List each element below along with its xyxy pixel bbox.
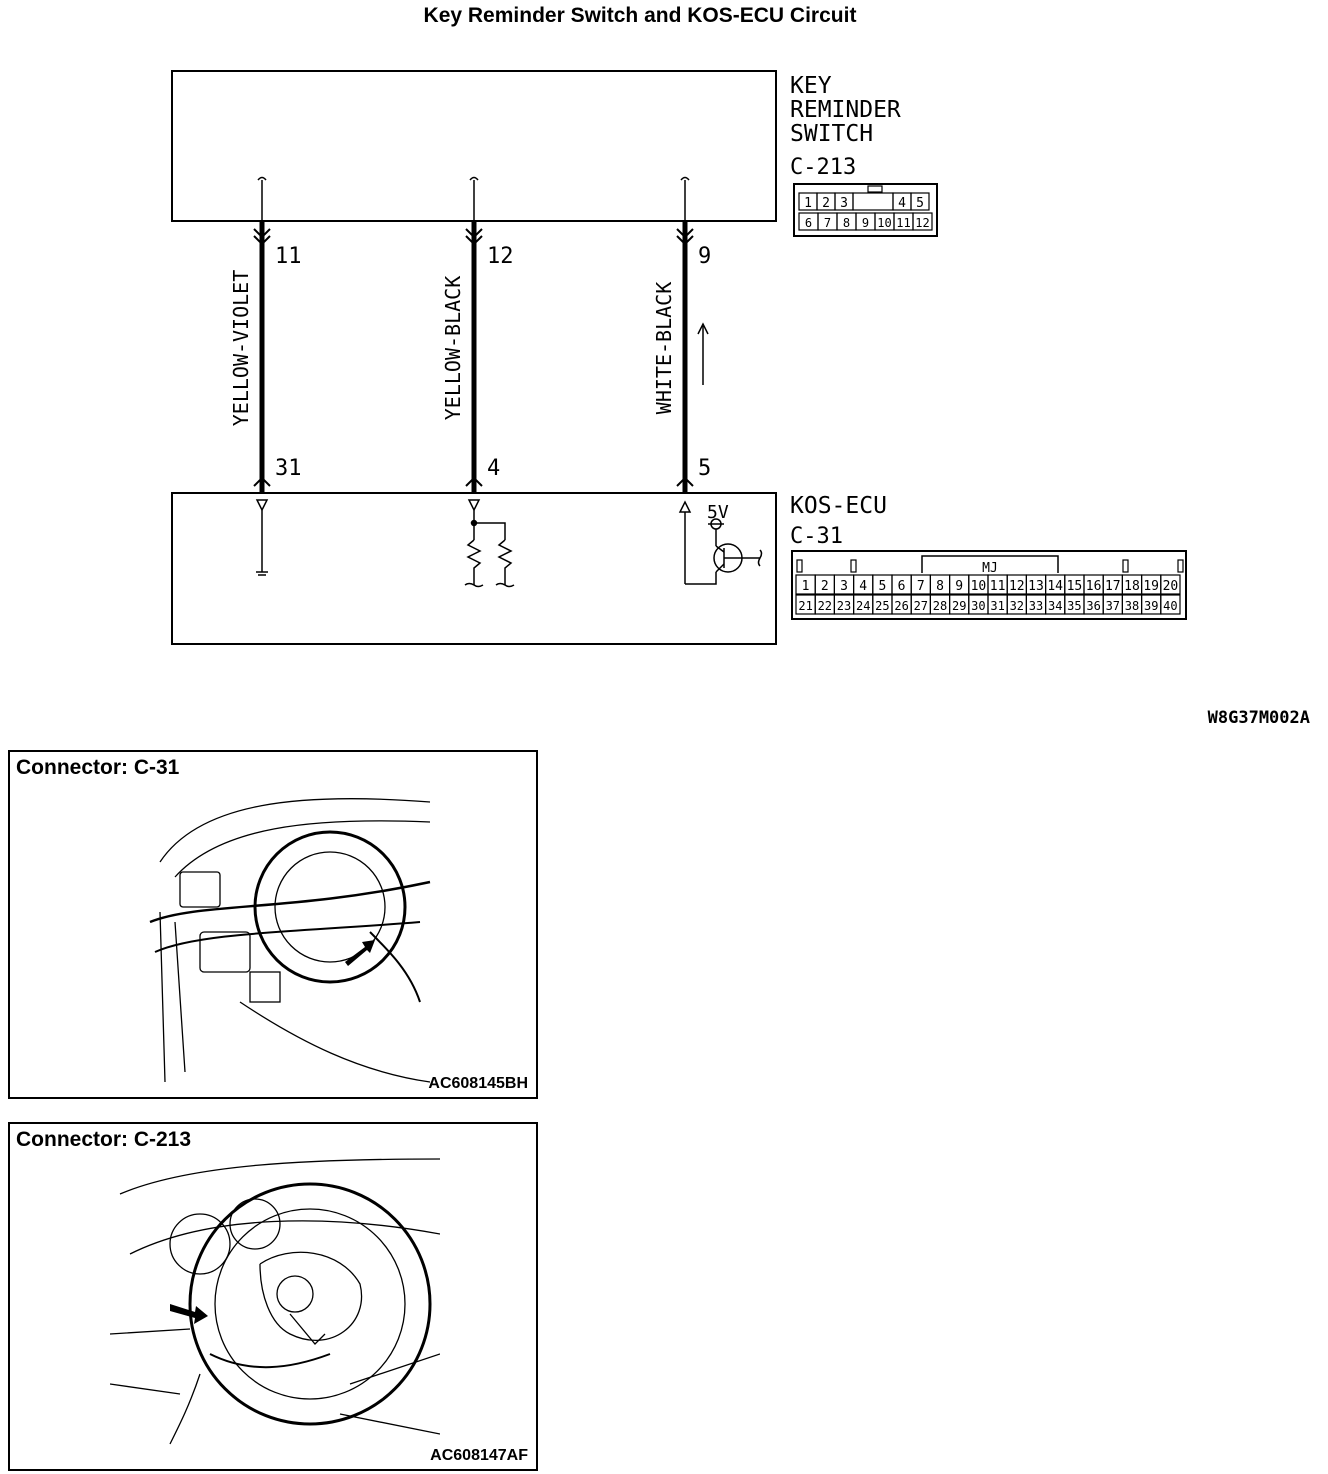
connector-pin-label: 34: [1047, 599, 1063, 613]
connector-pin-label: 21: [798, 599, 813, 613]
connector-pin-label: 5: [916, 196, 924, 211]
key-switch-name: [790, 73, 901, 147]
connector-pin-label: 15: [1066, 579, 1083, 594]
connector-pin-label: 10: [970, 579, 987, 594]
connector-pin-label: 25: [875, 599, 890, 613]
connector-pin-label: 7: [823, 216, 832, 230]
connector-pin-label: 36: [1086, 599, 1101, 613]
connector-pin-label: 19: [1143, 579, 1160, 594]
connector-pin-label: 11: [989, 579, 1006, 594]
connector-tab: [1123, 560, 1128, 572]
wire-white-black: [677, 178, 693, 494]
connector-pin-label: 3: [840, 579, 848, 594]
connector-pin-label: 28: [932, 599, 948, 613]
ecu-connector-id: C-31: [790, 524, 843, 549]
wire-color-label: WHITE-BLACK: [652, 281, 676, 415]
connector-pin-label: 4: [898, 196, 906, 211]
panel-code: AC608147AF: [430, 1447, 528, 1464]
wire-bottom-pin-number: 4: [487, 456, 501, 481]
connector-pin-label: 4: [859, 579, 868, 594]
connector-pin-label: 39: [1143, 599, 1159, 613]
connector-pin-label: 22: [817, 599, 833, 613]
connector-pin-label: 29: [951, 599, 967, 613]
connector-pin-label: 37: [1105, 599, 1121, 613]
connector-c213-face: [794, 184, 937, 236]
connector-pin-label: 2: [820, 579, 829, 594]
connector-pin-label: 9: [955, 579, 964, 594]
panel-title: Connector: C-213: [16, 1128, 192, 1151]
connector-pin-label: 13: [1028, 579, 1044, 594]
key-switch-name-line: KEY: [790, 73, 832, 99]
connector-pin-label: 40: [1163, 599, 1178, 613]
connector-pin-label: 3: [840, 196, 848, 211]
connector-pin-label: 10: [877, 216, 892, 230]
connector-pin-label: 2: [822, 196, 830, 211]
dashboard-illustration: [140, 782, 450, 1092]
wire-bottom-pin-number: 31: [275, 456, 302, 481]
connector-pin-label: 14: [1047, 579, 1064, 594]
connector-pin-label: 31: [990, 599, 1005, 613]
wire-top-pin-number: 11: [275, 244, 302, 269]
wire-top-pin-number: 9: [698, 244, 712, 269]
wire-top-pin-number: 12: [487, 244, 514, 269]
connector-pin-label: 7: [916, 579, 925, 594]
connector-tab: [851, 560, 856, 572]
connector-pin-label: 5: [878, 579, 887, 594]
connector-pin-label: 38: [1124, 599, 1140, 613]
connector-pin-label: 35: [1067, 599, 1082, 613]
diagram-title: Key Reminder Switch and KOS-ECU Circuit: [423, 4, 857, 27]
connector-c31-panel: [8, 750, 538, 1099]
supply-label: 5V: [707, 502, 729, 523]
connector-pin-label: 32: [1009, 599, 1025, 613]
panel-code: AC608145BH: [428, 1075, 528, 1092]
connector-pin-label: 1: [801, 579, 810, 594]
connector-pin-label: 8: [936, 579, 944, 594]
connector-pin-label: 12: [1008, 579, 1025, 594]
connector-pin-label: 1: [804, 196, 812, 211]
connector-c213-panel: [8, 1122, 538, 1471]
key-switch-name-line: SWITCH: [790, 121, 874, 147]
resistor-pair-symbol: [465, 500, 514, 587]
connector-key-label: MJ: [982, 561, 998, 576]
connector-pin-label: 30: [971, 599, 986, 613]
connector-pin-label: 33: [1028, 599, 1044, 613]
connector-pin-label: 20: [1162, 579, 1179, 594]
connector-pin-label: 12: [915, 216, 930, 230]
steering-column-illustration: [110, 1154, 440, 1464]
current-direction-arrow: [698, 324, 708, 385]
connector-pin-label: 18: [1124, 579, 1140, 594]
connector-pin-label: 8: [842, 216, 851, 230]
connector-latch: [868, 186, 882, 192]
connector-pin-label: 11: [896, 216, 911, 230]
location-arrow: [345, 940, 375, 966]
key-switch-connector-id: C-213: [790, 155, 857, 180]
connector-pin-label: 23: [836, 599, 852, 613]
wire-color-label: YELLOW-VIOLET: [229, 269, 253, 427]
ground-symbol: [256, 500, 268, 575]
connector-pin-label: 17: [1104, 579, 1121, 594]
connector-c31-face: [792, 551, 1186, 619]
wire-yellow-violet: [254, 178, 270, 494]
wire-color-label: YELLOW-BLACK: [441, 275, 465, 421]
connector-pin-label: 27: [913, 599, 929, 613]
connector-pin-label: 9: [861, 216, 870, 230]
connector-pin-label: 6: [897, 579, 906, 594]
wire-bottom-pin-number: 5: [698, 456, 712, 481]
panel-title: Connector: C-31: [16, 756, 180, 779]
connector-pin-label: 16: [1085, 579, 1102, 594]
connector-pin-cell: [853, 193, 893, 210]
connector-pin-label: 6: [804, 216, 813, 230]
wire-yellow-black: [466, 178, 482, 494]
key-switch-name-line: REMINDER: [790, 97, 901, 123]
connector-pin-label: 26: [894, 599, 909, 613]
connector-tab: [1178, 560, 1183, 572]
circuit-diagram: [0, 0, 1328, 700]
connector-pin-label: 24: [855, 599, 871, 613]
connector-tab: [797, 560, 802, 572]
figure-code: W8G37M002A: [1207, 708, 1310, 728]
ecu-name: KOS-ECU: [790, 493, 887, 519]
